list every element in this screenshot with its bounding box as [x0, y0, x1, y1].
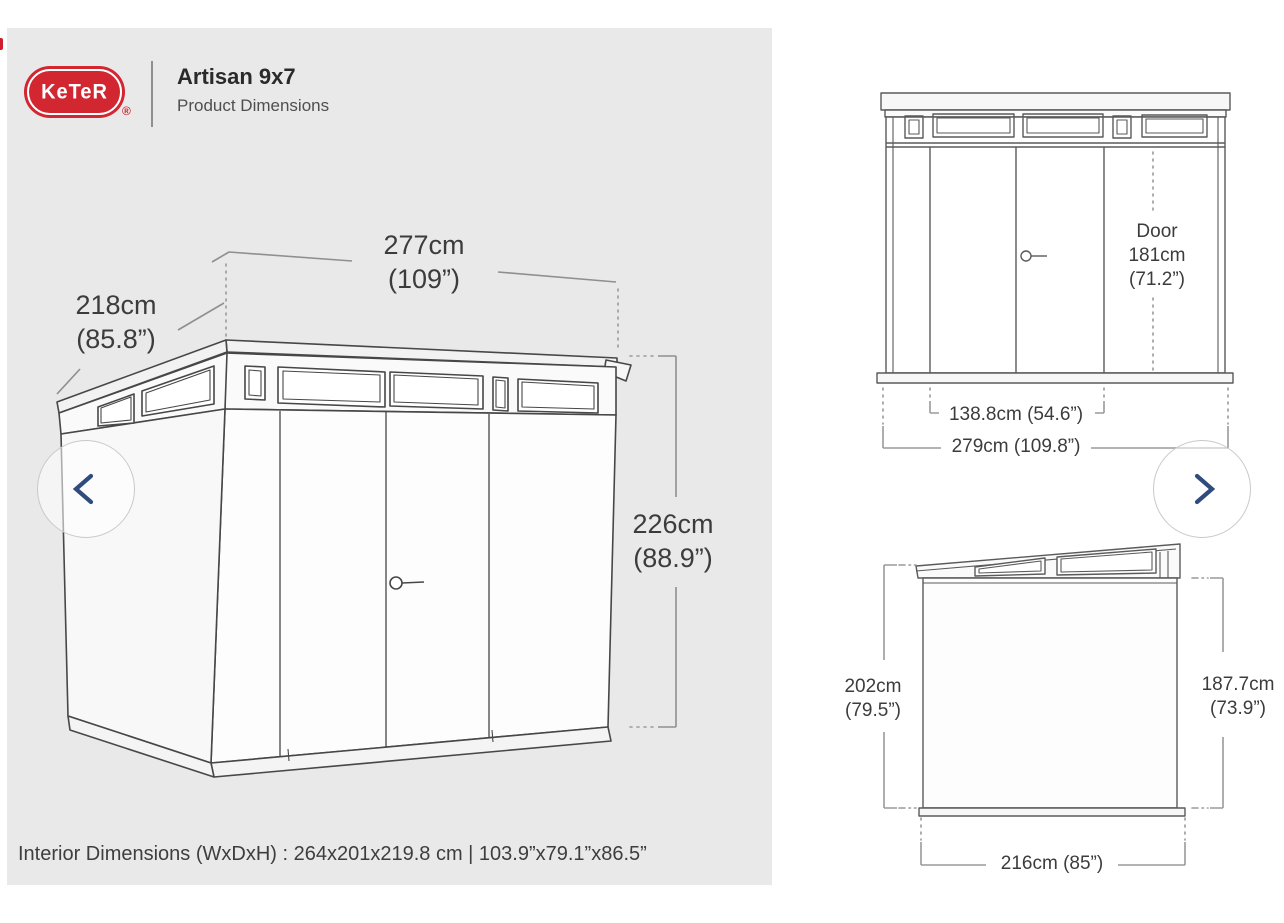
main-depth-label: 218cm (85.8”) [75, 290, 157, 354]
side-back-height-label: 202cm (79.5”) [844, 676, 902, 721]
main-height-label: 226cm (88.9”) [632, 509, 714, 573]
carousel-prev-button[interactable] [37, 440, 135, 538]
chevron-left-icon [64, 467, 108, 511]
main-width-label: 277cm (109”) [383, 230, 465, 294]
page-subtitle: Product Dimensions [177, 96, 330, 115]
door-width-label: 138.8cm (54.6”) [948, 404, 1084, 425]
interior-dimensions-text: Interior Dimensions (WxDxH) : 264x201x219.8 cm | 103.9”x79.1”x86.5” [18, 843, 647, 865]
side-view-drawing [916, 544, 1185, 816]
main-shed-drawing [57, 340, 631, 777]
side-depth-label: 216cm (85”) [1000, 853, 1104, 874]
door-height-label: Door 181cm (71.2”) [1128, 221, 1186, 290]
side-front-height-label: 187.7cm (73.9”) [1201, 674, 1275, 719]
page-title: Artisan 9x7 [177, 64, 296, 89]
logo-text: KeTeR [41, 79, 108, 104]
registered-mark: ® [122, 104, 131, 118]
carousel-next-button[interactable] [1153, 440, 1251, 538]
chevron-right-icon [1180, 467, 1224, 511]
front-overall-width-label: 279cm (109.8”) [951, 436, 1081, 457]
